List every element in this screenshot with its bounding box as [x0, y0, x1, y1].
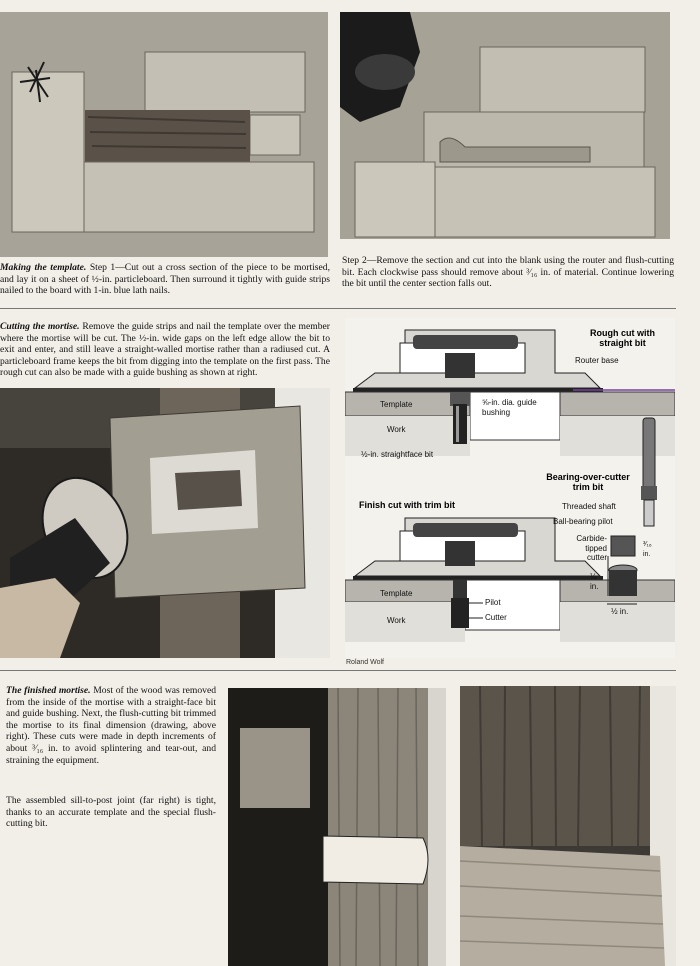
- template-step1-photo: [0, 12, 328, 257]
- finished-caption-text: Most of the wood was removed from the inside of the mortise with a straight-face bit and guide bushing. Next, the flush-cutting bit trimmed the mortise to its final dimension (drawing, above right). These cuts were made in depth increments of about ³⁄₁₆ in. to avoid splintering and tear-out, and straining the equipment.: [6, 685, 217, 766]
- dim-3-16-label: ³⁄₁₆ in.: [643, 541, 652, 558]
- cutting-caption-lead: Cutting the mortise.: [0, 321, 80, 332]
- template-top-label: Template: [380, 400, 413, 409]
- template-step2-illustration: [340, 12, 670, 239]
- bearing-over-cutter-title: Bearing-over-cutter trim bit: [546, 472, 630, 492]
- finished-mortise-photo: [228, 688, 446, 966]
- step1-caption: [0, 262, 330, 297]
- diagram-credit: Roland Wolf: [346, 659, 385, 666]
- dim-half-horizontal-label: ½ in.: [611, 607, 629, 616]
- cutting-mortise-illustration: [0, 388, 330, 658]
- finished-caption-lead: The finished mortise.: [6, 685, 91, 696]
- guide-bushing-label: ⅝-in. dia. guide bushing: [482, 398, 537, 417]
- cutting-caption-text: Remove the guide strips and nail the template over the member where the mortise will be cut. The ½-in. wide gaps on the left edge allow the bit to exit and enter, and still leave a straight-walled mortise rather than a radiused cut. A particleboard frame keeps the bit from digging into the template on the first pass. The rough cut can also be made with a guide bushing as shown at right.: [0, 321, 330, 379]
- work-bottom-label: Work: [387, 616, 406, 625]
- router-bit-diagram: [345, 318, 675, 658]
- cutting-caption: [0, 321, 330, 379]
- finished-caption: [6, 685, 216, 766]
- ball-bearing-label: Ball-bearing pilot: [553, 517, 613, 526]
- template-step1-illustration: [0, 12, 328, 257]
- assembled-joint-photo: [460, 686, 676, 966]
- threaded-shaft-label: Threaded shaft: [562, 502, 616, 511]
- dim-half-vertical-label: ½ in.: [590, 572, 599, 591]
- template-step2-photo: [340, 12, 670, 239]
- step2-caption-text: Step 2—Remove the section and cut into the blank using the router and flush-cutting bit. Each clockwise pass should remove about ³⁄₁₆ in. of material. Continue lowering the bit until the center section falls out.: [342, 255, 674, 290]
- top-divider: [0, 308, 676, 309]
- bottom-divider: [0, 670, 676, 671]
- work-top-label: Work: [387, 425, 406, 434]
- rough-cut-router-drawing: [345, 330, 675, 456]
- step2-caption: [342, 255, 674, 290]
- assembled-caption-text: The assembled sill-to-post joint (far right) is tight, thanks to an accurate template and the special flush-cutting bit.: [6, 795, 216, 830]
- pilot-label: Pilot: [485, 598, 501, 607]
- template-bottom-label: Template: [380, 589, 413, 598]
- straightface-bit-label: ½-in. straightface bit: [361, 450, 434, 459]
- step1-caption-text: Step 1—Cut out a cross section of the piece to be mortised, and lay it on a sheet of ½-in. particleboard. Then surround it tightly with guide strips nailed to the board with 1-in. blue lath nails.: [0, 262, 330, 297]
- router-base-label: Router base: [575, 356, 619, 365]
- assembled-caption: [6, 795, 216, 830]
- cutting-mortise-photo: [0, 388, 330, 658]
- carbide-cutter-label: Carbide-tipped cutter: [576, 534, 607, 562]
- finish-cut-title: Finish cut with trim bit: [359, 500, 455, 510]
- cutter-label: Cutter: [485, 613, 507, 622]
- finished-mortise-illustration: [228, 688, 446, 966]
- rough-cut-title: Rough cut with straight bit: [590, 328, 655, 348]
- step1-caption-lead: Making the template.: [0, 262, 87, 273]
- assembled-joint-illustration: [460, 686, 676, 966]
